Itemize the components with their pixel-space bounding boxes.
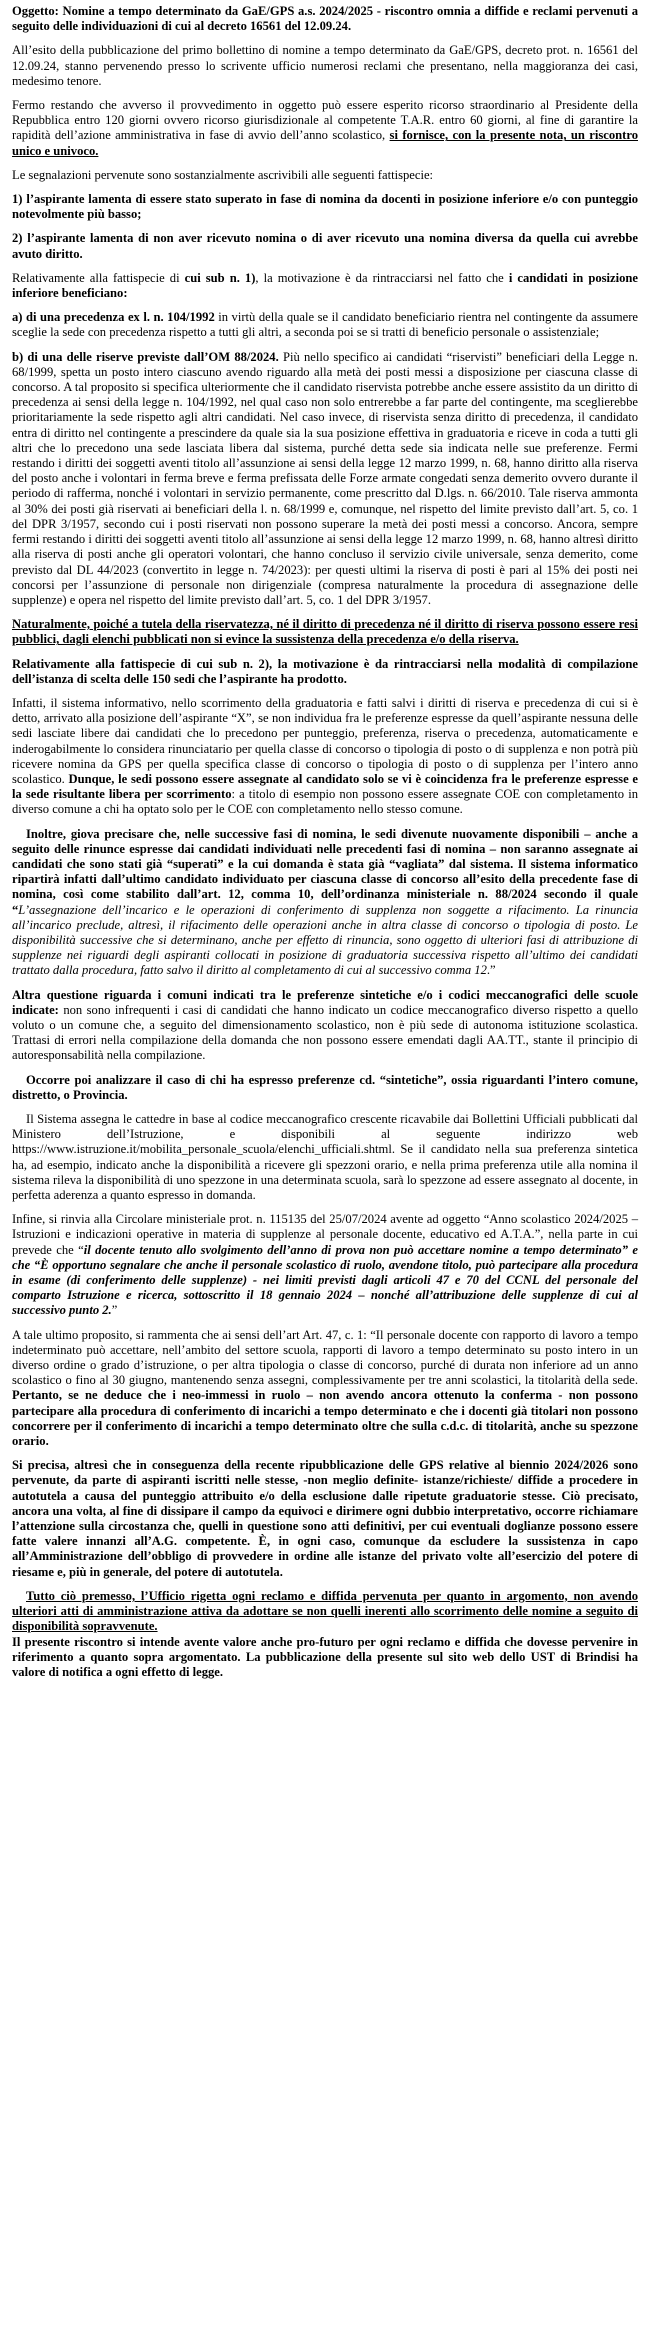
precedence-paragraph — [12, 310, 638, 340]
text-segment: Infine, si rinvia alla Circolare ministeriale prot. n. 115135 del 25/07/2024 avente ad oggetto “Anno scolastico 2024/2025 – Istruzioni e indicazioni operative in materia di supplenze al personale docente, educativo ed A.T.A.”, nella parte in cui prevede che “ — [12, 1212, 638, 1257]
text-segment: Più nello specifico ai candidati “riservisti” beneficiari della Legge n. 68/1999, spetta un posto intero ciascuno avendo riguardo alla metà dei posti messi a disposizione per ciascuna classe di concorso. A tal proposito si specifica ulteriormente che il candidato riservista potrebbe anche essere assistito da un diritto di precedenza ai sensi della legge n. 104/1992, nel qual caso non solo entrerebbe a far parte del contingente, ma sceglierebbe prioritariamente la sede rispetto agli altri candidati. Nel caso invece, di riservista senza diritto di precedenza, il candidato entra di diritto nel contingente a prescindere da quale sia la sua posizione effettiva in graduatoria e riceve in coda a tutti gli altri che lo precedono una sede lasciata libera dal sistema, purché detta sede sia indicata nelle sue preferenze. Fermi restando i diritti dei soggetti aventi titolo all’assunzione ai sensi della legge 12 marzo 1999, n. 68, hanno diritto alla riserva del posto anche i volontari in ferma breve e ferma prefissata delle Forze armate congedati senza demerito ovvero durante il periodo di rafferma, nonché i volontari in servizio permanente, come prescritto dal D.lgs. n. 66/2010. Tale riserva ammonta al 30% dei posti già riservati ai beneficiari della l. n. 68/1999 e, comunque, nel rispetto del limite previsto dall’art. 5, co. 1 del DPR 3/1957, secondo cui i posti riservati non possono superare la metà dei posti messi a concorso. Ancora, sempre fermi restando i diritti dei soggetti aventi titolo all’assunzione ai sensi della legge 12 marzo 1999, n. 68, hanno altresì diritto alla riserva di posti anche gli operatori volontari, che hanno concluso il servizio civile universale, senza demerito, come previsto dal DL 44/2023 (convertito in legge n. 74/2023): per questi ultimi la riserva di posti è pari al 15% dei posti nei concorsi per l’assunzione di personale non dirigenziale (compresa naturalmente la procedura di assegnazione delle supplenze) e opera nel rispetto del limite previsto dall’art. 5, co. 1 del DPR 3/1957. — [12, 349, 638, 607]
text-segment: Infatti, il sistema informativo, nello scorrimento della graduatoria e fatti salvi i diritti di riserva e precedenza di cui si è detto, arrivato alla posizione dell’aspirante “X”, se non individua fra le preferenze espresse da quell’aspirante nessuna delle sedi lasciate libere dai candidati che lo precedono per punteggio, preferenza, riserva o precedenza, automaticamente e inderogabilmente lo considera rinunciatario per quella classe di concorso o tipologia di posto o di supplenza e non potrà più ricevere nomina da GPS per quella specifica classe di concorso o tipologia di posto o di supplenza per l’intero anno scolastico. — [12, 695, 638, 786]
case-2: 2) l’aspirante lamenta di non aver ricevuto nomina o di aver ricevuto una nomina diversa da quella cui avrebbe avuto diritto. — [12, 231, 638, 261]
system-paragraph — [12, 696, 638, 818]
text-segment-bold: Dunque, le sedi possono essere assegnate al candidato solo se vi è coincidenza fra le preferenze espresse e la sede risultante libera per scorrimento — [12, 771, 638, 802]
synthetic-preferences-heading: Occorre poi analizzare il caso di chi ha espresso preferenze cd. “sintetiche”, ossia riguardanti l’intero comune, distretto, o Provincia. — [12, 1072, 638, 1102]
text-segment: A tale ultimo proposito, si rammenta che ai sensi dell’art Art. 47, c. 1: “Il personale docente con rapporto di lavoro a tempo indeterminato può accettare, nell’ambito del settore scuola, rapporti di lavoro a tempo determinato su posto intero in un diverso ordine o grado d’istruzione, o per altra tipologia o classe di concorso, purché di durata non inferiore ad un anno scolastico o fino al 30 giugno, mantenendo senza assegni, complessivamente per tre anni scolastici, la titolarità della sede. — [12, 1327, 638, 1388]
assignment-paragraph: Il Sistema assegna le cattedre in base al codice meccanografico crescente ricavabile dai Bollettini Ufficiali pubblicati dal Ministero dell’Istruzione, e disponibili al seguente indirizzo web https://www.istruzione.it/mobilita_personale_scuola/elenchi_ufficiali.shtml. Se il candidato nella sua preferenza sintetica ha, ad esempio, indicato anche la disponibilità a ricevere gli spezzoni orario, e nella prima preferenza utile alla nomina il sistema rileva la disponibilità di uno spezzone in una determinata scuola, sarà lo spezzone ad essere assegnato al docente, in perfetta aderenza a quanto espresso in domanda. — [12, 1112, 638, 1203]
gps-republication-paragraph: Si precisa, altresì che in conseguenza della recente ripubblicazione delle GPS relative al biennio 2024/2026 sono pervenute, da parte di aspiranti iscritti nelle stesse, -non meglio definite- istanze/richieste/ diffide a procedere in autotutela a causa del punteggio attribuito e/o della esclusione dalle ripetute graduatorie stesse. Ciò precisato, ancora una volta, al fine di dissipare il campo da equivoci e dirimere ogni dubbio interpretativo, occorre richiamare l’attenzione sulla circostanza che, quelli in questione sono atti definitivi, per cui eventuali doglianze possono essere fatte valere innanzi all’A.G. competente. È, in ogni caso, comunque da escludere la sussistenza in capo all’Amministrazione dell’obbligo di provvedere in ordine alle istanze del privato volte all’esercizio del potere di riesame e, più in generale, del potere di autotutela. — [12, 1458, 638, 1579]
text-segment-bold: b) di una delle riserve previste dall’OM 88/2024. — [12, 349, 279, 364]
text-segment-bold: a) di una precedenza ex l. n. 104/1992 — [12, 310, 215, 325]
text-segment: .” — [486, 963, 496, 978]
intro-paragraph: All’esito della pubblicazione del primo bollettino di nomine a tempo determinato da GaE/GPS, decreto prot. n. 16561 del 12.09.24, stanno pervenendo presso lo scrivente ufficio numerosi reclami che presentano, nella maggioranza dei casi, medesimo tenore. — [12, 43, 638, 88]
circular-paragraph — [12, 1212, 638, 1318]
text-segment: : a titolo di esempio non possono essere assegnate COE con completamento in diverso comune a chi ha optato solo per le COE con completamento nello stesso comune. — [12, 787, 638, 817]
conclusion-paragraph: Tutto ciò premesso, l’Ufficio rigetta ogni reclamo e diffida pervenuta per quanto in argomento, non avendo ulteriori atti di amministrazione attiva da adottare se non quelli inerenti allo scorrimento delle nomine a seguito di disponibilità sopravvenute. — [12, 1588, 638, 1634]
text-segment: non sono infrequenti i casi di candidati che hanno indicato un codice meccanografico diverso rispetto a quello voluto o un comune che, a seguito del dimensionamento scolastico, non è più sede di autonoma istituzione scolastica. Trattasi di errori nella compilazione della domanda che non possono essere emendati dagli AA.TT., stante il principio di autoresponsabilità nella compilazione. — [12, 1002, 638, 1063]
appeal-text: Fermo restando che avverso il provvedimento in oggetto può essere esperito ricorso straordinario al Presidente della Repubblica entro 120 giorni ovvero ricorso giurisdizionale al competente T.A.R. entro 60 giorni, al fine di garantire la rapidità dell’azione amministrativa in fase di avvio dell’anno scolastico, — [12, 98, 638, 143]
case-1: 1) l’aspirante lamenta di essere stato superato in fase di nomina da docenti in posizione inferiore e/o con punteggio notevolmente più basso; — [12, 192, 638, 222]
text-segment-bold: i candidati in posizione inferiore beneficiano: — [12, 270, 639, 301]
text-segment: , la motivazione è da rintracciarsi nel fatto che — [255, 270, 509, 285]
appeal-emphasis: si fornisce, con la presente nota, un riscontro unico e univoco. — [12, 128, 638, 158]
quoted-circular: il docente tenuto allo svolgimento dell’anno di prova non può accettare nomine a tempo determinato” e che “È opportuno segnalare che anche il personale scolastico di ruolo, avendone titolo, può partecipare alla procedura in esame (di conferimento delle supplenze) - nei limiti previsti dagli articoli 47 e 70 del CCNL del personale del comparto Istruzione e ricerca, sottoscritto il 18 gennaio 2024 – nonché all’attribuzione delle supplenze di cui al successivo punto 2. — [12, 1242, 638, 1318]
case-1-motivation — [12, 271, 638, 301]
case-2-motivation: Relativamente alla fattispecie di cui sub n. 2), la motivazione è da rintracciarsi nella modalità di compilazione dell’istanza di scelta delle 150 sedi che l’aspirante ha prodotto. — [12, 656, 638, 686]
text-segment-bold: cui sub n. 1) — [184, 270, 256, 285]
text-segment-bold: Inoltre, giova precisare che, nelle successive fasi di nomina, le sedi divenute nuovamente disponibili – anche a seguito delle rinunce espresse dai candidati individuati nelle precedenti fasi di nomina – non saranno assegnate ai candidati che sono stati già “superati” e la cui domanda è stata già “vagliata” dal sistema. Il sistema informatico ripartirà infatti dall’ultimo candidato individuato per ciascuna classe di concorso all’esito della precedente fase di nomina, così come stabilito dall’art. 12, comma 10, dell’ordinanza ministeriale n. 88/2024 secondo il quale “ — [12, 826, 638, 917]
text-segment: Relativamente alla fattispecie di — [12, 270, 185, 285]
subsequent-phases-paragraph — [12, 827, 638, 979]
quoted-ordinance: L’assegnazione dell’incarico e le operazioni di conferimento di supplenza non soggette a rifacimento. La rinuncia all’incarico preclude, altresì, il rifacimento delle operazioni anche in altra classe di concorso o tipologia di posto. Le disponibilità successive che si determinano, anche per effetto di rinuncia, sono oggetto di ulteriori fasi di attribuzione di supplenze nei riguardi degli aspiranti collocati in posizione di graduatoria successiva rispetto all’ultimo dei candidati trattato dalla procedura, fatto salvo il diritto al completamento di cui al successivo comma 12 — [12, 902, 638, 978]
reserve-paragraph — [12, 350, 638, 608]
codes-paragraph — [12, 988, 638, 1064]
appeal-paragraph — [12, 98, 638, 159]
privacy-paragraph: Naturalmente, poiché a tutela della riservatezza, né il diritto di precedenza né il diritto di riserva possono essere resi pubblici, dagli elenchi pubblicati non si evince la sussistenza della precedenza e/o della riserva. — [12, 617, 638, 647]
subject-line: Oggetto: Nomine a tempo determinato da GaE/GPS a.s. 2024/2025 - riscontro omnia a diffide e reclami pervenuti a seguito delle individuazioni di cui al decreto 16561 del 12.09.24. — [12, 4, 638, 34]
article-47-paragraph — [12, 1328, 638, 1450]
text-segment-bold: Pertanto, se ne deduce che i neo-immessi in ruolo – non avendo ancora ottenuto la conferma - non possono partecipare alla procedura di conferimento di incarichi a tempo determinato e che i docenti già titolari non possono concorrere per il conferimento di incarichi a tempo determinato oltre che sulla c.d.c. di titolarità, anche su spezzone orario. — [12, 1388, 638, 1449]
text-segment: in virtù della quale se il candidato beneficiario rientra nel contingente da assumere sceglie la sede con precedenza rispetto a tutti gli altri, a seconda poi se si tratti di beneficio personale o assistenziale; — [12, 310, 638, 340]
cases-intro: Le segnalazioni pervenute sono sostanzialmente ascrivibili alle seguenti fattispecie: — [12, 167, 434, 182]
text-segment: ” — [111, 1303, 118, 1318]
text-segment-bold: Altra questione riguarda i comuni indicati tra le preferenze sintetiche e/o i codici meccanografici delle scuole indicate: — [12, 987, 638, 1017]
notification-paragraph: Il presente riscontro si intende avente valore anche pro-futuro per ogni reclamo e diffida che dovesse pervenire in riferimento a quanto sopra argomentato. La pubblicazione della presente sul sito web dello UST di Brindisi ha valore di notifica a ogni effetto di legge. — [12, 1634, 638, 1679]
